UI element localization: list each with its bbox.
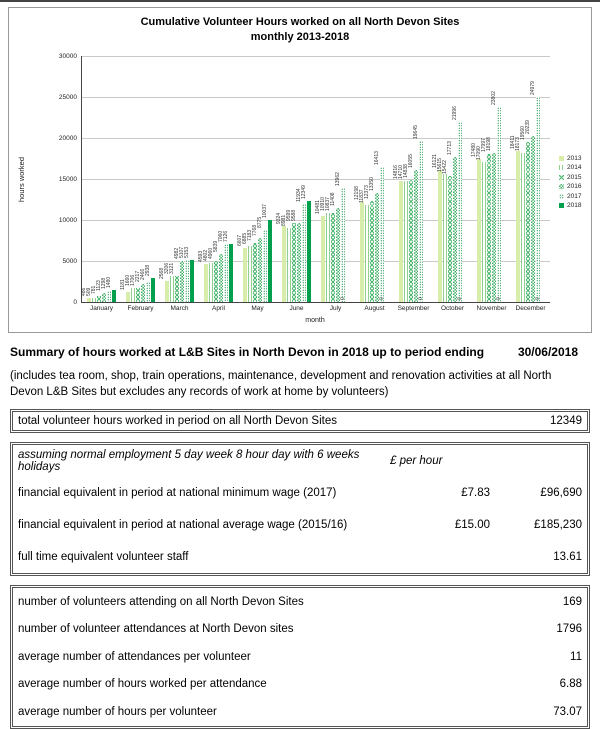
table-row [13,671,587,699]
plot-wrapper [17,53,582,324]
bar-2014-May [248,246,252,302]
bar-2016-March [180,261,184,302]
bar-value-label: 8981 [280,215,287,227]
x-tick-label: October [440,305,465,312]
bar-value-label: 13350 [368,176,375,191]
table-row [13,477,587,509]
x-tick-label: November [476,305,507,312]
bar-2013-May [243,248,247,302]
bar-2013-April [204,264,208,302]
bar-2013-February [126,292,130,302]
per-hour-header: £ per hour [390,455,443,468]
bar-2016-December [531,136,535,302]
x-tick-label: January [89,305,114,312]
bar-2013-July [321,216,325,302]
legend-item-2016 [559,183,581,190]
bar-value-label: 3206 [163,262,170,274]
period-ending-date: 30/06/2018 [517,345,578,359]
bar-2018-May [268,220,272,302]
avg-wage-label: financial equivalent in period at national average wage (2015/16) [18,519,348,532]
bar-2015-November [487,154,491,302]
bar-value-label: 17480 [470,142,477,157]
y-axis-title: hours worked [17,156,27,202]
legend-label: 2018 [567,202,582,209]
bar-2016-July [336,208,340,302]
bar-value-label: 7126 [222,230,229,242]
bar-2016-January [102,293,106,302]
bar-value-label: 0 [378,297,385,300]
plot-area [80,56,550,312]
legend-item-2013 [559,155,581,162]
bar-2016-August [375,193,379,302]
bar-value-label: 5153 [183,246,190,258]
bar-value-label: 19645 [412,125,419,139]
legend-marker-2017 [559,194,564,199]
bar-2017-December [536,97,540,302]
bar-value-label: 10481 [314,200,321,215]
total-hours-value: 12349 [550,415,582,428]
bar-2017-September [419,141,423,302]
bar-value-label: 5839 [212,241,219,253]
min-wage-rate: £7.83 [461,487,490,500]
bar-2016-June [297,223,301,302]
bar-2013-September [399,181,403,302]
bar-value-label: 15615 [436,158,443,172]
bar-value-label: 18411 [509,135,516,150]
bar-2014-August [365,205,369,302]
table-row [13,412,587,430]
bar-value-label: 4802 [202,249,209,261]
bar-value-label: 0 [456,297,463,300]
bar-value-label: 1660 [124,275,131,287]
total-hours-table [10,409,590,433]
hours-per-attendance-value: 6.88 [559,678,582,691]
legend-marker-2015 [559,175,564,180]
bar-value-label: 6607 [236,234,243,246]
legend-marker-2018 [559,203,564,208]
x-tick-label: December [515,305,546,312]
chart-title-line2: monthly 2013-2018 [250,30,350,43]
bar-value-label: 4593 [197,251,204,263]
bar-value-label: 5107 [178,247,185,259]
legend-label: 2016 [567,183,582,190]
bar-value-label: 486 [80,287,87,297]
bar-2017-April [224,244,228,302]
bar-value-label: 2568 [158,267,165,279]
legend-item-2014 [559,164,581,171]
attendances-count-label: number of volunteer attendances at North Devon sites [18,623,294,636]
hours-per-attendance-label: average number of hours worked per attendance [18,678,267,691]
bar-2018-April [229,244,233,302]
legend-marker-2016 [559,184,564,189]
volunteers-count-label: number of volunteers attending on all North Devon Sites [18,595,304,608]
x-tick-label: September [397,305,430,312]
bar-2015-April [214,261,218,302]
bar-value-label: 0 [339,297,346,300]
table-row [13,616,587,644]
bar-2013-December [516,151,520,302]
bar-2016-October [453,157,457,302]
bar-value-label: 12349 [300,184,307,199]
bar-value-label: 2217 [134,270,141,282]
bar-2018-June [307,201,311,302]
bar-value-label: 21996 [451,105,458,120]
bar-value-label: 1480 [105,276,112,288]
bar-2014-March [170,276,174,302]
bar-value-label: 11934 [295,188,302,203]
volunteer-hours-chart [8,7,592,333]
bar-2013-October [438,170,442,302]
bar-value-label: 11837 [358,189,365,203]
legend-label: 2017 [567,192,582,200]
legend-label: 2015 [567,173,582,181]
bar-value-label: 13962 [334,171,341,186]
gridline [82,56,550,57]
y-tick-label: 15000 [58,176,77,183]
legend-label: 2014 [567,164,582,171]
summary-section [10,345,590,729]
bar-2016-February [141,284,145,302]
legend-item-2015 [559,174,581,181]
attendances-per-volunteer-value: 11 [570,650,582,663]
bar-2015-February [136,288,140,302]
summary-note: (includes tea room, shop, train operations, maintenance, development and renovation activities at all North Devon L&B Sites but excludes any records of work at home by volunteers) [10,370,552,399]
x-tick-label: February [127,305,154,312]
table-row [13,588,587,616]
x-axis-title: month [305,317,325,324]
bar-2017-July [341,188,345,302]
bar-2014-April [209,263,213,302]
bar-value-label: 19560 [519,125,526,140]
fte-label: full time equivalent volunteer staff [18,551,189,564]
bar-value-label: 3121 [168,263,175,275]
bar-value-label: 18173 [514,137,521,151]
y-tick-label: 0 [73,299,77,306]
hours-per-volunteer-value: 73.07 [553,705,582,718]
attendances-count-value: 1796 [556,623,582,636]
bar-value-label: 17997 [480,138,487,153]
bar-value-label: 12198 [353,186,360,200]
report-page [0,7,600,729]
bar-value-label: 4982 [173,248,180,260]
bar-value-label: 10910 [319,196,326,211]
bar-2018-March [190,260,194,302]
fte-value: 13.61 [553,551,582,564]
bar-2014-September [404,181,408,302]
bar-2013-November [477,159,481,302]
bar-2017-June [302,204,306,302]
y-tick-label: 10000 [58,217,77,224]
bar-value-label: 14710 [397,165,404,180]
bar-value-label: 16413 [373,151,380,166]
bar-value-label: 509 [85,287,92,296]
bar-2017-August [380,167,384,302]
bar-value-label: 8775 [256,216,263,229]
y-tick-label: 30000 [58,53,77,60]
bar-2014-February [131,288,135,302]
x-tick-label: March [170,305,189,312]
bar-value-label: 20239 [524,120,531,135]
window-top-edge [0,0,600,2]
bar-value-label: 18198 [485,136,492,151]
assumption-label: assuming normal employment 5 day week 8 hour day with 6 weeks holidays [18,449,360,474]
bar-2013-March [165,281,169,302]
bar-value-label: 6885 [241,232,248,244]
bar-2015-June [292,223,296,302]
hours-per-volunteer-label: average number of hours per volunteer [18,705,217,718]
bar-2017-February [146,282,150,302]
bar-2015-July [331,213,335,302]
bar-value-label: 0 [417,297,424,300]
x-tick-label: April [211,305,225,312]
summary-heading-text: Summary of hours worked at L&B Sites in North Devon in 2018 up to period ending [10,345,485,359]
bar-2015-December [526,142,530,302]
table-row [13,643,587,671]
bar-2018-February [151,278,155,302]
bar-2014-October [443,174,447,302]
bar-2017-May [263,230,267,302]
bar-2013-June [282,226,286,302]
bar-value-label: 1706 [129,274,136,287]
min-wage-total: £96,690 [540,487,582,500]
table-header-row [13,445,587,477]
bar-value-label: 9599 [285,210,292,222]
bar-value-label: 17090 [475,145,482,160]
table-row [13,698,587,726]
gridline [82,97,550,98]
avg-wage-rate: £15.00 [454,519,490,532]
bar-2016-May [258,238,262,302]
legend-item-2018 [559,202,581,209]
bar-2014-June [287,228,291,302]
bar-2014-January [92,298,96,302]
bar-value-label: 2938 [144,264,151,276]
bar-value-label: 1298 [100,278,107,290]
total-hours-label: total volunteer hours worked in period on all North Devon Sites [18,415,337,428]
bar-2017-March [185,260,189,302]
legend-label: 2013 [567,154,582,162]
bar-value-label: 14838 [402,164,409,179]
y-tick-label: 20000 [58,135,77,142]
x-tick-label: August [364,305,385,312]
legend-marker-2013 [559,156,564,161]
bar-value-label: 0 [534,297,541,300]
bar-value-label: 10037 [261,203,268,218]
bar-2014-July [326,213,330,302]
bar-value-label: 24979 [529,81,536,96]
summary-heading [10,345,590,359]
bar-value-label: 4960 [207,248,214,260]
table-row [13,509,587,541]
legend-marker-2014 [559,165,564,170]
bar-2015-May [253,243,257,302]
bar-value-label: 16055 [407,154,414,169]
table-row [13,541,587,573]
legend-item-2017 [559,193,581,200]
bar-2014-November [482,162,486,302]
bar-2016-April [219,254,223,302]
bar-2015-October [448,176,452,302]
bar-value-label: 14816 [392,164,399,179]
bar-value-label: 16121 [431,153,438,168]
bar-2015-September [409,180,413,302]
bar-value-label: 10837 [324,197,331,212]
chart-legend [559,152,581,212]
x-tick-label: June [289,305,304,312]
min-wage-label: financial equivalent in period at national minimum wage (2017) [18,487,337,500]
bar-value-label: 17713 [446,140,453,155]
bar-2017-January [107,291,111,302]
bar-2017-October [458,122,462,302]
bar-value-label: 781 [90,285,97,294]
chart-title-line1: Cumulative Volunteer Hours worked on all North Devon Sites [140,16,460,28]
x-tick-label: May [251,305,264,312]
volunteer-stats-table [10,585,590,729]
bar-value-label: 9324 [275,212,282,224]
bar-2016-November [492,153,496,302]
financial-equivalent-table [10,442,590,576]
bar-2015-January [97,296,101,302]
bar-2016-September [414,170,418,302]
bar-2015-March [175,276,179,302]
bar-value-label: 7060 [217,230,224,243]
bar-value-label: 7183 [246,229,253,242]
bar-value-label: 12373 [363,184,370,199]
bar-2013-August [360,202,364,302]
avg-wage-total: £185,230 [534,519,582,532]
bar-value-label: 2466 [139,268,146,280]
bar-value-label: 1123 [95,280,102,291]
x-tick-label: July [329,305,342,312]
bar-2015-August [370,201,374,302]
bar-value-label: 11408 [329,192,336,207]
bar-2017-November [497,107,501,302]
bar-value-label: 15422 [441,159,448,174]
gridline [82,138,550,139]
bar-value-label: 1181 [119,279,126,291]
chart-title [9,15,591,45]
bar-value-label: 7768 [251,225,258,237]
volunteers-count-value: 169 [562,595,582,608]
bar-2014-December [521,153,525,302]
bar-value-label: 0 [495,297,502,300]
bar-value-label: 23802 [490,90,497,105]
y-tick-label: 5000 [62,258,77,265]
bar-2018-January [112,290,116,302]
y-tick-label: 25000 [58,94,77,101]
bar-value-label: 9588 [290,210,297,222]
bar-2013-January [87,298,91,302]
attendances-per-volunteer-label: average number of attendances per volunteer [18,650,251,663]
